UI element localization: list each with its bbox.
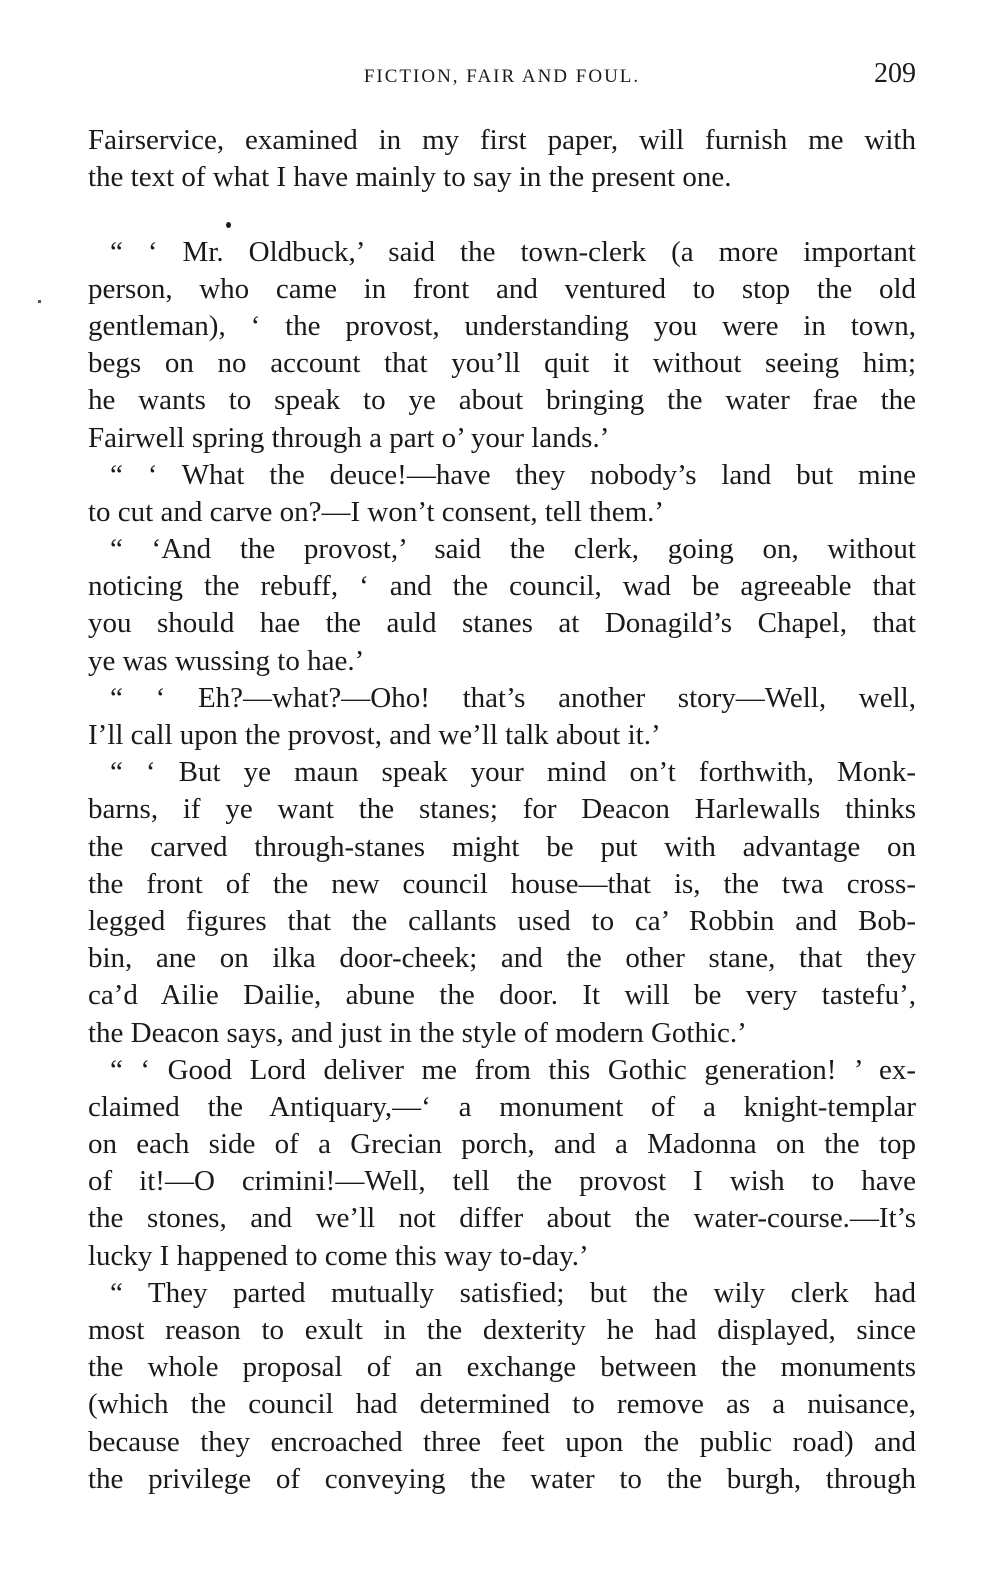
text-line: “ ‘ What the deuce!—have they nobody’s land but mine — [110, 458, 916, 491]
running-head: FICTION, FAIR AND FOUL. — [363, 66, 641, 87]
text-line: the privilege of conveying the water to the burgh, through — [88, 1462, 916, 1495]
text-line: the stones, and we’ll not differ about the water-course.—It’s — [88, 1202, 916, 1235]
text-line: “ ‘ Eh?—what?—Oho! that’s another story—Well, well, — [110, 681, 916, 714]
text-line: legged figures that the callants used to ca’ Robbin and Bob- — [88, 904, 916, 937]
text-line: Fairservice, examined in my first paper, will furnish me with — [88, 124, 916, 156]
text-line: on each side of a Grecian porch, and a Madonna on the top — [88, 1128, 916, 1161]
text-line: to cut and carve on?—I won’t consent, tell them.’ — [88, 495, 665, 528]
text-line: claimed the Antiquary,—‘ a monument of a knight-templar — [88, 1090, 916, 1123]
ink-dot — [226, 222, 231, 228]
text-line: noticing the rebuff, ‘ and the council, wad be agreeable that — [88, 570, 916, 603]
text-line: “ They parted mutually satisfied; but the wily clerk had — [110, 1276, 916, 1309]
text-line: of it!—O crimini!—Well, tell the provost I wish to have — [88, 1165, 916, 1198]
margin-mark — [38, 300, 41, 303]
text-line: “ ‘ But ye maun speak your mind on’t forthwith, Monk- — [110, 756, 916, 789]
text-line: because they encroached three feet upon the public road) and — [88, 1425, 916, 1458]
text-line: “ ‘ Mr. Oldbuck,’ said the town-clerk (a more important — [110, 235, 916, 268]
text-line: the Deacon says, and just in the style of modern Gothic.’ — [88, 1016, 747, 1049]
text-line: he wants to speak to ye about bringing the water frae the — [88, 384, 916, 417]
text-line: ca’d Ailie Dailie, abune the door. It will be very tastefu’, — [88, 979, 916, 1012]
page-header — [88, 58, 916, 98]
text-line: I’ll call upon the provost, and we’ll talk about it.’ — [88, 719, 661, 751]
text-line: most reason to exult in the dexterity he had displayed, since — [88, 1314, 916, 1346]
text-line: the front of the new council house—that is, the twa cross- — [88, 867, 916, 900]
body-text — [88, 122, 916, 1498]
text-line: the carved through-stanes might be put with advantage on — [88, 830, 916, 863]
text-line: ye was wussing to hae.’ — [88, 644, 365, 677]
text-line: “ ‘ Good Lord deliver me from this Gothic generation! ’ ex- — [110, 1053, 916, 1086]
text-line: “ ‘And the provost,’ said the clerk, going on, without — [110, 533, 916, 566]
text-line: the text of what I have mainly to say in the present one. — [88, 161, 732, 194]
text-line: you should hae the auld stanes at Donagild’s Chapel, that — [88, 607, 916, 640]
text-line: lucky I happened to come this way to-day.’ — [88, 1239, 589, 1272]
text-line: (which the council had determined to remove as a nuisance, — [88, 1388, 916, 1421]
paragraph-gap — [88, 196, 916, 233]
text-line: person, who came in front and ventured to stop the old — [88, 272, 916, 305]
text-line: the whole proposal of an exchange between the monuments — [88, 1351, 916, 1384]
text-line: bin, ane on ilka door-cheek; and the other stane, that they — [88, 942, 916, 975]
text-line: gentleman), ‘ the provost, understanding you were in town, — [88, 309, 916, 342]
text-line: Fairwell spring through a part o’ your lands.’ — [88, 421, 610, 454]
text-line: barns, if ye want the stanes; for Deacon Harlewalls thinks — [88, 793, 916, 826]
page-number: 209 — [874, 58, 916, 89]
text-line: begs on no account that you’ll quit it without seeing him; — [88, 347, 916, 380]
